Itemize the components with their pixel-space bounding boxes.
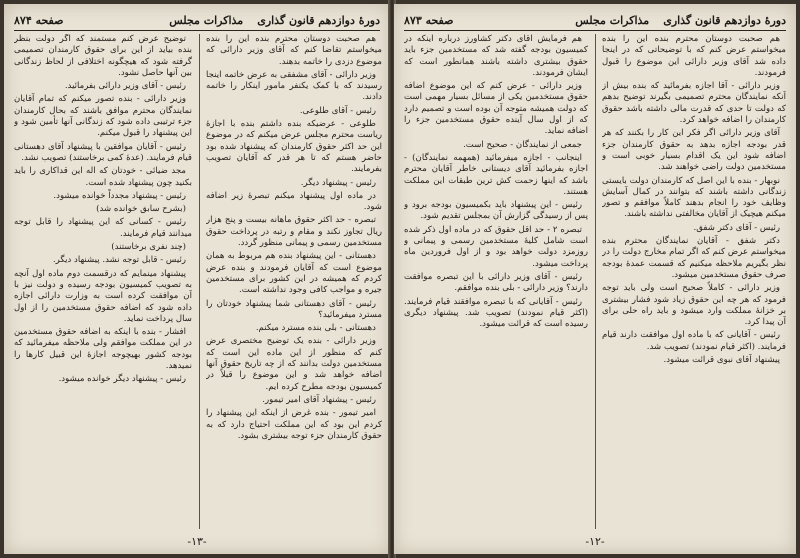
- right-page-column-rule: [595, 34, 596, 529]
- paragraph: امیر تیمور - بنده غرض از اینکه این پیشنهاد را کردم این بود که این مملکت احتیاج دارد که به حقوق کارمندان جزء توجه بیشتری بشود.: [206, 408, 382, 441]
- paragraph: دکتر شفق - آقایان نمایندگان محترم بنده میخواستم عرض کنم که اگر تمام مخارج دولت را در نظر بگیریم ملاحظه میکنیم که قسمت عمدهٔ بودجه صرف حقوق مستخدمین میشود.: [602, 236, 786, 280]
- paragraph: وزیر دارائی - بنده تصور میکنم که تمام آقایان نمایندگان محترم موافق باشند که بحال کارمندان جزء ترتیبی داده شود که زندگانی آنها تأمین شود و این پیشنهاد را قبول میکنم.: [14, 94, 192, 139]
- left-page-right-column: [206, 34, 382, 529]
- paragraph: مجد ضیائی - خودتان که اله این قداکاری را باید بکنید چون پیشنهاد شده است.: [14, 166, 192, 188]
- paragraph: (چند نفری برخاستند): [111, 242, 186, 253]
- paragraph: دهستانی - این پیشنهاد بنده هم مربوط به همان موضوع است که آقایان فرمودند و بنده عرض کردم که همیشه در این کشور برای مستخدمین جیره و مواجب کافی وجود نداشته است.: [206, 251, 382, 296]
- paragraph: وزیر دارائی - کاملاً صحیح است ولی باید توجه فرمود که هر چه این حقوق زیاد شود فشار بیشتری بر خزانهٔ مملکت وارد میشود و باید راه حلی برای آن پیدا کرد.: [602, 283, 786, 328]
- paragraph: وزیر دارائی - عرض کنم که این موضوع اضافه حقوق مستخدمین یکی از مسائل بسیار مهمی است که دولت همیشه متوجه آن بوده است و تصمیم دارد که از اول سال آینده حقوق مستخدمین جزء را اضافه نماید.: [404, 81, 588, 137]
- paragraph: هم صحبت دوستان محترم بنده این را بنده میخواستم عرض کنم که با توضیحاتی که در اینجا داده شد آقای وزیر دارائی این موضوع را قبول فرمودند.: [602, 34, 786, 78]
- paragraph: رئیس - پیشنهاد آقای امیر تیمور.: [262, 394, 376, 405]
- paragraph: طلوعی - عرضیکه بنده داشتم بنده با اجازهٔ ریاست محترم مجلس عرض میکنم که در موضوع این حد اکثر حقوق کارمندان که پیشنهاد شده بود حاضر هستم که تا هر قدر که آقایان تصویب بفرمایند.: [206, 119, 382, 175]
- paragraph: وزیر دارائی - بنده یک توضیح مختصری عرض کنم که منظور از این ماده این است که مستخدمین دولت بدانند که از چه تاریخ حقوق آنها اضافه خواهد شد و این موضوع را قبلاً در کمیسیون بودجه مطرح کرده ایم.: [206, 336, 382, 392]
- paragraph: رئیس - این پیشنهاد باید بکمیسیون بودجه برود و پس از رسیدگی گزارش آن بمجلس تقدیم شود.: [404, 200, 588, 222]
- right-header-title: دورهٔ دوازدهم قانون گذاری: [663, 13, 786, 27]
- paragraph: رئیس - پیشنهاد دیگر خوانده میشود.: [58, 374, 186, 385]
- paragraph: رئیس - آقایانی که با تبصره موافقند قیام فرمایند. (اکثر قیام نمودند) تصویب شد. پیشنهاد دیگری رسیده است که قرائت میشود.: [404, 296, 588, 330]
- left-page-left-column: [14, 34, 192, 529]
- paragraph: رئیس - آقای دکتر شفق.: [693, 222, 780, 233]
- left-page-column-rule: [199, 34, 200, 529]
- right-page-footer: -۱۲-: [585, 535, 605, 548]
- right-page-right-column: [602, 34, 786, 529]
- right-page-left-column: [404, 34, 588, 529]
- paragraph: تبصره - حد اکثر حقوق ماهانه بیست و پنج هزار ریال تجاوز نکند و مقام و رتبه در پرداخت حقوق مستخدمین رسمی و پیمانی منظور گردد.: [206, 215, 382, 249]
- left-page-number: صفحه ۸۷۴: [14, 13, 64, 27]
- right-page-header: [404, 10, 786, 31]
- paragraph: هم صحبت دوستان محترم بنده این را بنده میخواستم تقاضا کنم که آقای وزیر دارائی که موضوع دزدی را خاتمه بدهند.: [206, 34, 382, 67]
- right-page: [394, 4, 796, 554]
- left-page: [4, 4, 390, 554]
- right-header-section: مذاکرات مجلس: [575, 13, 650, 27]
- paragraph: تبصره ۲ - حد اقل حقوق که در ماده اول ذکر شده است شامل کلیهٔ مستخدمین رسمی و پیمانی و روزمزد دولت خواهد بود و از اول فروردین ماه پرداخت میشود.: [404, 224, 588, 269]
- paragraph: دهستانی - بلی بنده مسترد میکنم.: [255, 323, 376, 334]
- paragraph: رئیس - آقای دهستانی شما پیشنهاد خودتان را مسترد میفرمائید؟: [206, 298, 382, 320]
- paragraph: توضیح عرض کنم مستمند که اگر دولت بنظر بنده بیاید از این برای حقوق کارمندان تصمیمی گرفته شود که هیچگونه اختلافی از لحاظ زندگانی بین آنها حاصل نشود.: [14, 34, 192, 78]
- paragraph: نوبهار - بنده با این اصل که کارمندان دولت بایستی زندگانی داشته باشند که بتوانند در کمال آسایش وظایف خود را انجام بدهند کاملاً موافقم و تصور میکنم هیچیک از آقایان مخالفتی نداشته باشند.: [602, 175, 786, 220]
- left-header-title: دورهٔ دوازدهم قانون گذاری: [257, 13, 380, 27]
- paragraph: وزیر دارائی - آقای مشفقی به عرض خاتمه اینجا رسیدند که با کمک یکنفر مامور اینکار را خاتمه دادند.: [206, 69, 382, 103]
- paragraph: (بشرح سابق خوانده شد): [96, 204, 186, 215]
- left-page-footer: -۱۳-: [187, 535, 207, 548]
- paragraph: جمعی از نمایندگان - صحیح است.: [463, 139, 582, 150]
- paragraph: افشار - بنده با اینکه به اضافه حقوق مستخدمین در این مملکت موافقم ولی ملاحظه میفرمائید که بودجه کشور بهیچوجه اجازهٔ این قبیل کارها را نمیدهد.: [14, 327, 192, 372]
- paragraph: رئیس - کسانی که این پیشنهاد را قابل توجه میدانند قیام فرمایند.: [14, 217, 192, 239]
- paragraph: رئیس - پیشنهاد مجدداً خوانده میشود.: [53, 190, 186, 201]
- paragraph: رئیس - آقایان موافقین با پیشنهاد آقای دهستانی قیام فرمایند. (عدهٔ کمی برخاستند) تصویب نشد.: [14, 141, 192, 163]
- paragraph: رئیس - آقای طلوعی.: [299, 105, 376, 116]
- paragraph: آقای وزیر دارائی اگر فکر این کار را بکنند که هر قدر بودجه اجازه بدهد به حقوق کارمندان جزء اضافه شود این یک اقدام بسیار خوبی است و مستخدمین دولت راضی خواهند شد.: [602, 128, 786, 173]
- paragraph: در ماده اول پیشنهاد میکنم تبصرهٔ زیر اضافه شود.: [206, 190, 382, 213]
- paragraph: رئیس - آقایانی که با ماده اول موافقت دارند قیام فرمایند. (اکثر قیام نمودند) تصویب شد.: [602, 330, 786, 352]
- right-page-number: صفحه ۸۷۳: [404, 13, 454, 27]
- paragraph: هم فرمایش آقای دکتر کشاورز درباره اینکه در کمیسیون بودجه گفته شد که مستخدمین جزء باید حقوق بیشتری داشته باشند همانطور است که ایشان فرمودند.: [404, 34, 588, 78]
- paragraph: رئیس - آقای وزیر دارائی بفرمائید.: [64, 81, 186, 92]
- paragraph: پیشنهاد مینمایم که درقسمت دوم ماده اول آنچه به تصویب کمیسیون بودجه رسیده و دولت نیز با آن موافقت کرده است به وزارت دارائی اجازه داده شود که اضافه حقوق مستخدمین را از اول سال پرداخت نماید.: [14, 268, 192, 324]
- paragraph: رئیس - پیشنهاد دیگر.: [300, 177, 376, 188]
- paragraph: رئیس - قابل توجه نشد. پیشنهاد دیگر.: [52, 255, 186, 266]
- left-page-header: [14, 10, 380, 31]
- left-header-section: مذاکرات مجلس: [169, 13, 244, 27]
- paragraph: رئیس - آقای وزیر دارائی با این تبصره موافقت دارند؟ وزیر دارائی - بلی بنده موافقم.: [404, 271, 588, 294]
- paragraph: وزیر دارائی - آقا اجازه بفرمائید که بنده بیش از آنکه نمایندگان محترم تصمیمی بگیرند توضیح بدهم که دولت تا حدی که قدرت مالی داشته باشد حقوق کارمندان را اضافه خواهد کرد.: [602, 81, 786, 126]
- paragraph: اینجانب - اجازه میفرمائید (همهمه نمایندگان) - اجازه بفرمائید آقای دیستانی خاطر آقایان محترم باشد که اینها زحمت کش ترین طبقات این مملکت هستند.: [404, 152, 588, 197]
- paragraph: پیشنهاد آقای نبوی قرائت میشود.: [663, 355, 780, 366]
